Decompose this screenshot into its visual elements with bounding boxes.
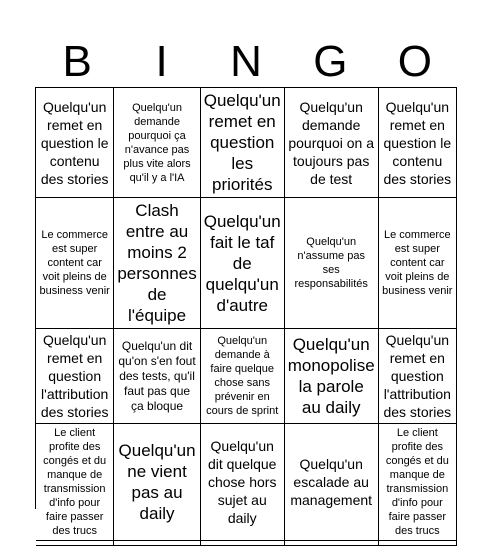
cell-text: Le client profite des congés et du manque de transmission d'info pour faire passer des trucs bbox=[43, 427, 107, 537]
cell-text: Quelqu'un dit qu'on s'en fout des tests, qu'il faut pas que ça bloque bbox=[118, 338, 196, 413]
cell-text: Quelqu'un remet en question le contenu des stories bbox=[383, 98, 452, 187]
bingo-cell[interactable] bbox=[201, 424, 285, 541]
bingo-cell[interactable] bbox=[379, 424, 457, 541]
bingo-cell[interactable] bbox=[285, 329, 379, 424]
bingo-cell[interactable] bbox=[114, 88, 200, 198]
cell-text: Quelqu'un escalade au management bbox=[290, 456, 373, 508]
bingo-cell[interactable] bbox=[285, 88, 379, 198]
cell-text: Quelqu'un demande pourquoi ça n'avance pas plus vite alors qu'il y a l'IA bbox=[123, 101, 191, 184]
bingo-cell[interactable] bbox=[114, 424, 200, 541]
header-letter-i: I bbox=[155, 37, 168, 86]
bingo-cell[interactable] bbox=[285, 541, 379, 546]
bingo-cell[interactable] bbox=[201, 329, 285, 424]
bingo-cell[interactable] bbox=[379, 541, 457, 546]
header-letter-g: G bbox=[313, 37, 348, 86]
bingo-cell[interactable] bbox=[36, 198, 114, 329]
bingo-header bbox=[35, 38, 457, 86]
bingo-cell[interactable] bbox=[201, 198, 285, 329]
bingo-grid bbox=[35, 87, 457, 537]
cell-text: Quelqu'un remet en question le contenu des stories bbox=[40, 98, 109, 187]
bingo-cell[interactable] bbox=[36, 88, 114, 198]
bingo-cell[interactable] bbox=[114, 541, 200, 546]
bingo-cell[interactable] bbox=[201, 88, 285, 198]
bingo-cell[interactable] bbox=[114, 198, 200, 329]
cell-text: Quelqu'un dit quelque chose hors sujet au daily bbox=[207, 438, 277, 526]
cell-text: Quelqu'un ne vient pas au daily bbox=[118, 441, 196, 523]
cell-text: Quelqu'un remet en question l'attribution des stories bbox=[40, 332, 109, 420]
cell-text: Le commerce est super content car voit pleins de business venir bbox=[39, 229, 110, 297]
cell-text: Le client profite des congés et du manque de transmission d'info pour faire passer des trucs bbox=[385, 427, 449, 537]
bingo-cell[interactable] bbox=[379, 329, 457, 424]
bingo-cell[interactable] bbox=[201, 541, 285, 546]
header-letter-o: O bbox=[397, 37, 432, 86]
header-letter-n: N bbox=[230, 37, 262, 86]
cell-text: Quelqu'un remet en question les priorités bbox=[203, 91, 281, 194]
bingo-cell[interactable] bbox=[285, 424, 379, 541]
bingo-cell[interactable] bbox=[36, 541, 114, 546]
header-letter-b: B bbox=[62, 37, 92, 86]
cell-text: Le commerce est super content car voit pleins de business venir bbox=[382, 229, 453, 297]
bingo-cell[interactable] bbox=[285, 198, 379, 329]
bingo-cell[interactable] bbox=[114, 329, 200, 424]
bingo-cell[interactable] bbox=[379, 88, 457, 198]
bingo-cell[interactable] bbox=[36, 424, 114, 541]
cell-text: Quelqu'un remet en question l'attribution des stories bbox=[383, 332, 452, 420]
cell-text: Quelqu'un demande à faire quelque chose sans prévenir en cours de sprint bbox=[206, 335, 279, 417]
cell-text: Quelqu'un fait le taf de quelqu'un d'autre bbox=[203, 211, 281, 315]
bingo-cell[interactable] bbox=[379, 198, 457, 329]
cell-text: Quelqu'un monopolise la parole au daily bbox=[287, 335, 375, 417]
cell-text: Clash entre au moins 2 personnes de l'équipe bbox=[117, 201, 197, 325]
cell-text: Quelqu'un n'assume pas ses responsabilités bbox=[294, 236, 368, 290]
bingo-cell[interactable] bbox=[36, 329, 114, 424]
cell-text: Quelqu'un demande pourquoi on a toujours pas de test bbox=[288, 98, 374, 187]
